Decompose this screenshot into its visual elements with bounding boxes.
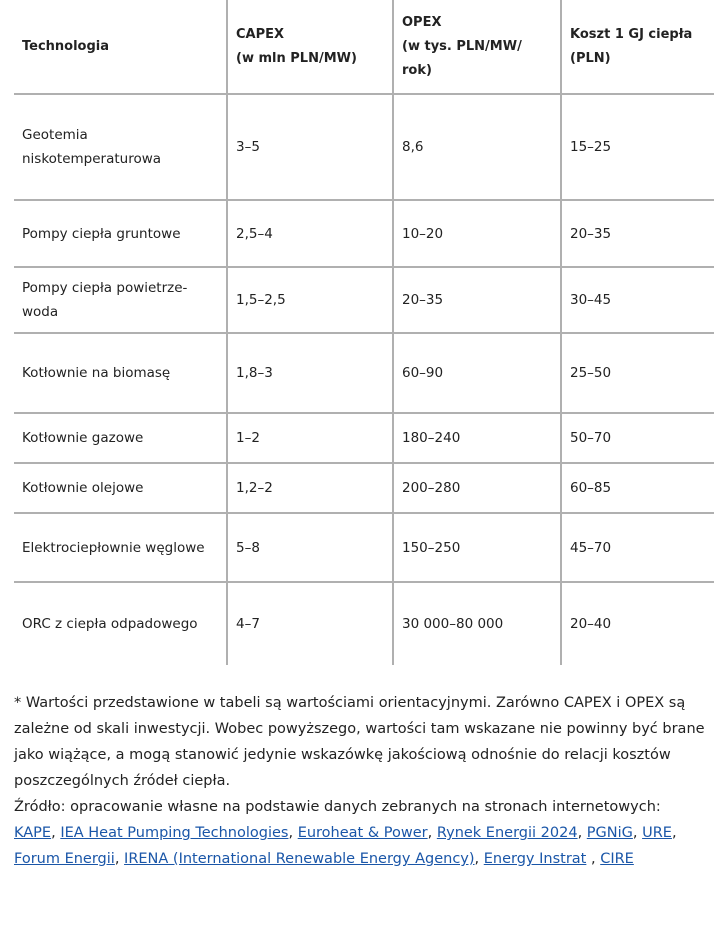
cell-capex: 1–2 — [227, 413, 393, 463]
cell-opex: 180–240 — [393, 413, 561, 463]
table-footnote — [14, 690, 710, 872]
table-row — [14, 582, 714, 665]
cell-opex: 8,6 — [393, 94, 561, 200]
header-text: Technologia — [22, 38, 110, 54]
header-subtext: (w mln PLN/MW) — [236, 50, 357, 66]
cell-capex: 5–8 — [227, 513, 393, 582]
cell-technology: Geotemia niskotemperaturowa — [14, 94, 227, 200]
table-row — [14, 94, 714, 200]
cell-capex: 3–5 — [227, 94, 393, 200]
source-link[interactable]: Energy Instrat — [483, 851, 587, 867]
cell-technology: Kotłownie olejowe — [14, 463, 227, 513]
table-row — [14, 200, 714, 267]
header-gj-cost — [561, 0, 714, 94]
cell-technology: ORC z ciepła odpadowego — [22, 616, 198, 632]
cell-capex: 1,5–2,5 — [227, 267, 393, 333]
cell-gj-cost: 50–70 — [561, 413, 714, 463]
cell-technology: Kotłownie na biomasę — [14, 333, 227, 413]
cell-opex: 10–20 — [393, 200, 561, 267]
table-row — [14, 267, 714, 333]
cell-opex: 200–280 — [393, 463, 561, 513]
cell-technology: Kotłownie gazowe — [14, 413, 227, 463]
source-link[interactable]: PGNiG — [586, 825, 633, 841]
cell-technology: Elektrociepłownie węglowe — [14, 513, 227, 582]
table-header-row — [14, 0, 714, 94]
source-link[interactable]: IEA Heat Pumping Technologies — [60, 825, 289, 841]
source-label: Źródło: opracowanie własne na podstawie danych zebranych na stronach internetowych: — [14, 799, 661, 815]
cell-gj-cost: 20–40 — [561, 582, 714, 665]
cell-opex: 60–90 — [393, 333, 561, 413]
cell-capex: 4–7 — [227, 582, 393, 665]
source-link[interactable]: Rynek Energii 2024 — [436, 825, 578, 841]
cell-gj-cost: 60–85 — [561, 463, 714, 513]
source-link[interactable]: Forum Energii — [14, 851, 115, 867]
cell-technology: Pompy ciepła gruntowe — [14, 200, 227, 267]
cost-comparison-table — [14, 0, 714, 665]
source-link[interactable]: CIRE — [600, 851, 634, 867]
header-opex — [393, 0, 561, 94]
header-text: Koszt 1 GJ ciepła — [570, 26, 693, 42]
table-row — [14, 413, 714, 463]
header-text: CAPEX — [236, 26, 285, 42]
cell-gj-cost: 30–45 — [561, 267, 714, 333]
table-row — [14, 333, 714, 413]
cell-gj-cost: 45–70 — [561, 513, 714, 582]
header-subtext: (w tys. PLN/MW/ rok) — [402, 38, 522, 78]
source-link[interactable]: Euroheat & Power — [297, 825, 428, 841]
cell-capex: 1,8–3 — [227, 333, 393, 413]
header-subtext: (PLN) — [570, 50, 611, 66]
table-row — [14, 463, 714, 513]
disclaimer-text: * Wartości przedstawione w tabeli są wartościami orientacyjnymi. Zarówno CAPEX i OPEX są zależne od skali inwestycji. Wobec powyższego, wartości tam wskazane nie powinny być brane jako wiążące, a mogą stanowić jedynie wskazówkę jakościową odnośnie do relacji kosztów poszczególnych źródeł ciepła. — [14, 695, 705, 789]
source-link[interactable]: IRENA (International Renewable Energy Agency) — [124, 851, 475, 867]
source-link[interactable]: URE — [642, 825, 672, 841]
header-text: OPEX — [402, 14, 442, 30]
cell-opex: 20–35 — [393, 267, 561, 333]
cell-capex: 1,2–2 — [227, 463, 393, 513]
source-links: KAPE, IEA Heat Pumping Technologies, Euroheat & Power, Rynek Energii 2024, PGNiG, URE, Forum Energii, IRENA (International Renewable Energy Agency), Energy Instrat , CIRE — [14, 825, 677, 867]
cell-gj-cost: 20–35 — [561, 200, 714, 267]
header-capex — [227, 0, 393, 94]
cell-gj-cost: 15–25 — [561, 94, 714, 200]
cell-capex: 2,5–4 — [227, 200, 393, 267]
table-row — [14, 513, 714, 582]
header-technology — [14, 0, 227, 94]
cell-opex: 30 000–80 000 — [393, 582, 561, 665]
source-link[interactable]: KAPE — [14, 825, 52, 841]
cell-opex: 150–250 — [393, 513, 561, 582]
cell-gj-cost: 25–50 — [561, 333, 714, 413]
cell-technology: Pompy ciepła powietrze-woda — [14, 267, 227, 333]
